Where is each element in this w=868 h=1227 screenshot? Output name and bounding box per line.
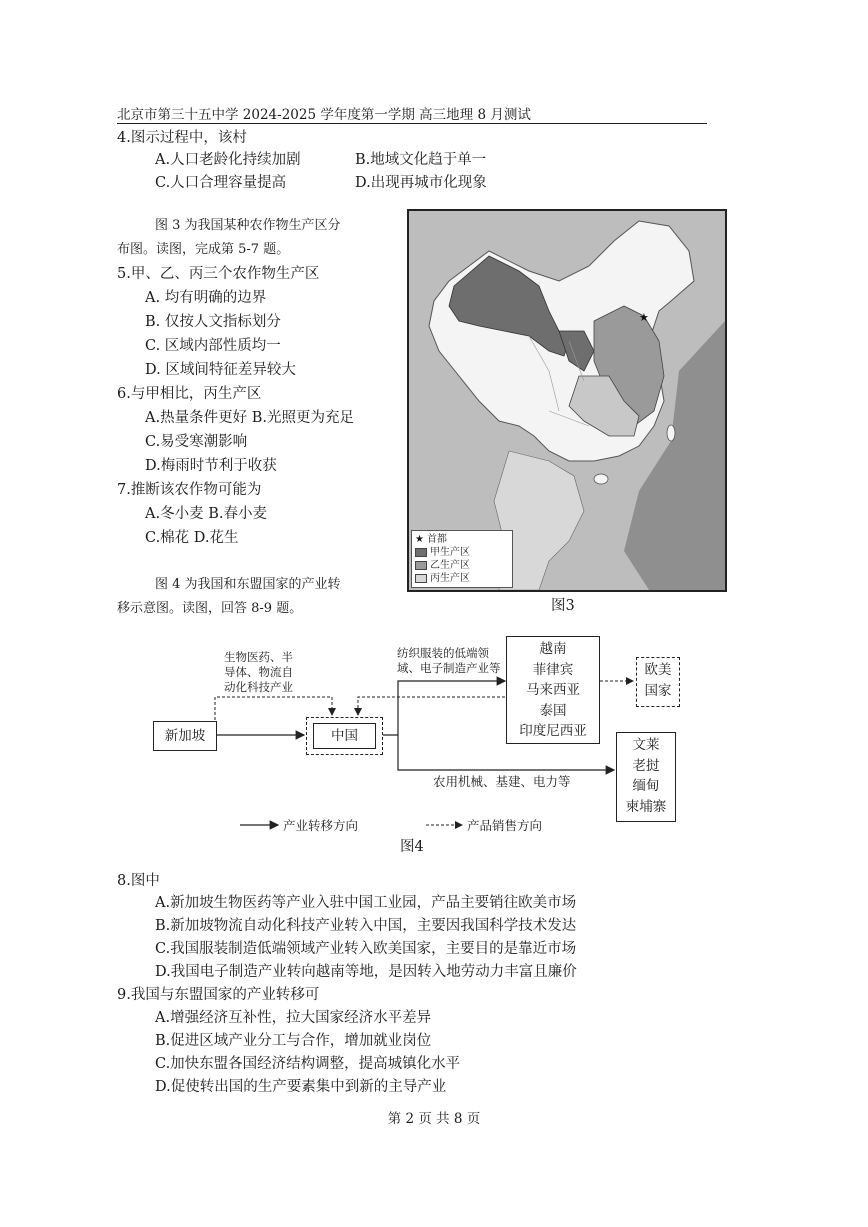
legend-jia: 甲生产区 <box>415 546 509 559</box>
q6-stem: 6.与甲相比，丙生产区 <box>117 386 262 402</box>
q7-option-cd: C.棉花 D.花生 <box>145 530 239 546</box>
q5-option-c: C. 区域内部性质均一 <box>145 338 281 354</box>
label-bio: 生物医药、半 导体、物流自 动化科技产业 <box>224 650 293 694</box>
q9-stem: 9.我国与东盟国家的产业转移可 <box>117 987 320 1003</box>
q4-option-a: A.人口老龄化持续加剧 <box>155 152 301 168</box>
label-agri: 农用机械、基建、电力等 <box>433 774 571 789</box>
legend-sales-label: 产品销售方向 <box>467 818 543 833</box>
q5-stem: 5.甲、乙、丙三个农作物生产区 <box>117 266 320 282</box>
label-textile: 纺织服装的低端领 域、电子制造产业等 <box>397 646 501 675</box>
q9-option-a: A.增强经济互补性，拉大国家经济水平差异 <box>155 1010 432 1026</box>
q8-option-a: A.新加坡生物医药等产业入驻中国工业园，产品主要销往欧美市场 <box>155 895 577 911</box>
q5-option-b: B. 仅按人文指标划分 <box>145 314 281 330</box>
fig3-intro-line2: 布图。读图，完成第 5-7 题。 <box>117 242 290 257</box>
box-china: 中国 <box>313 723 376 749</box>
fig4-caption: 图4 <box>400 839 424 855</box>
legend-bing: 丙生产区 <box>415 572 509 585</box>
dashed-group1-to-cn <box>358 697 505 715</box>
fig4-intro-line2: 移示意图。读图，回答 8-9 题。 <box>117 601 303 616</box>
q4-option-d: D.出现再城市化现象 <box>355 175 487 191</box>
fig3-caption: 图3 <box>551 598 575 614</box>
q8-option-d: D.我国电子制造产业转向越南等地，是因转入地劳动力丰富且廉价 <box>155 964 577 980</box>
q5-option-a: A. 均有明确的边界 <box>145 290 267 306</box>
q6-option-c: C.易受寒潮影响 <box>145 434 248 450</box>
q6-option-d: D.梅雨时节利于收获 <box>145 458 277 474</box>
fig3-intro-line1: 图 3 为我国某种农作物生产区分 <box>155 218 341 233</box>
q7-stem: 7.推断该农作物可能为 <box>117 482 262 498</box>
legend-capital: ★ 首都 <box>415 534 447 545</box>
q9-option-c: C.加快东盟各国经济结构调整，提高城镇化水平 <box>155 1056 461 1072</box>
box-china-outer <box>306 717 383 755</box>
legend-transfer-label: 产业转移方向 <box>283 818 359 833</box>
q9-option-d: D.促使转出国的生产要素集中到新的主导产业 <box>155 1079 447 1095</box>
star-icon: ★ <box>415 534 424 545</box>
legend-yi: 乙生产区 <box>415 559 509 572</box>
box-singapore: 新加坡 <box>153 721 217 751</box>
q4-stem: 4.图示过程中，该村 <box>117 130 247 146</box>
q8-option-c: C.我国服装制造低端领域产业转入欧美国家，主要目的是靠近市场 <box>155 941 577 957</box>
page-footer: 第 2 页 共 8 页 <box>387 1111 481 1127</box>
q7-option-ab: A.冬小麦 B.春小麦 <box>145 506 267 522</box>
arrow-cn-to-group1 <box>383 681 505 735</box>
q6-option-ab: A.热量条件更好 B.光照更为充足 <box>145 410 354 426</box>
q4-option-b: B.地域文化趋于单一 <box>355 152 487 168</box>
box-west: 欧美 国家 <box>636 657 680 707</box>
box-group1: 越南 菲律宾 马来西亚 泰国 印度尼西亚 <box>506 636 600 744</box>
capital-star-icon: ★ <box>639 311 649 324</box>
box-group2: 文莱 老挝 缅甸 柬埔寨 <box>616 732 676 822</box>
q5-option-d: D. 区域间特征差异较大 <box>145 362 296 378</box>
q8-stem: 8.图中 <box>117 873 160 889</box>
fig4-intro-line1: 图 4 为我国和东盟国家的产业转 <box>155 577 341 592</box>
page-header: 北京市第三十五中学 2024-2025 学年度第一学期 高三地理 8 月测试 <box>117 107 531 123</box>
q9-option-b: B.促进区域产业分工与合作，增加就业岗位 <box>155 1033 432 1049</box>
q4-option-c: C.人口合理容量提高 <box>155 175 287 191</box>
q8-option-b: B.新加坡物流自动化科技产业转入中国，主要因我国科学技术发达 <box>155 918 577 934</box>
